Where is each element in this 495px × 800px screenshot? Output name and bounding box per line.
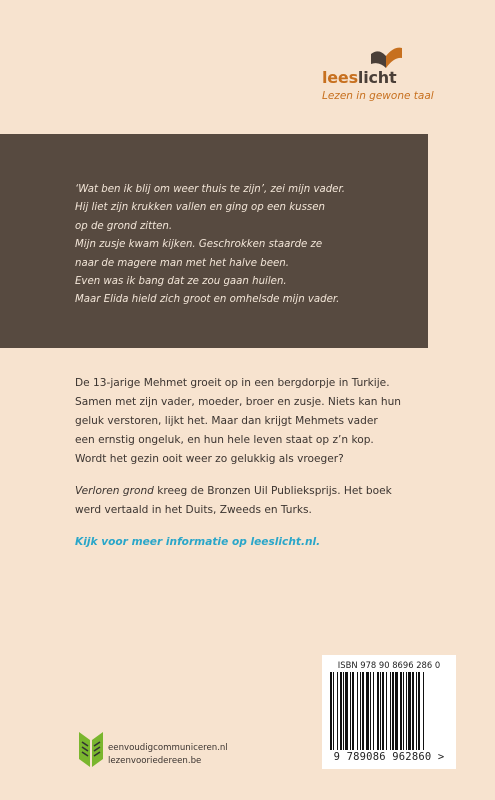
barcode-icon [330,672,448,752]
translation-line: werd vertaald in het Duits, Zweeds en Turks. [75,504,312,516]
leaf-book-icon [369,44,403,70]
quote-line: Even was ik bang dat ze zou gaan huilen. [75,276,287,288]
info-link[interactable]: Kijk voor meer informatie op leeslicht.nl. [75,536,321,548]
award-text: kreeg de Bronzen Uil Publieksprijs. Het boek [153,485,392,497]
barcode-digits: 9 789086 962860 > [333,751,445,763]
quote-line: naar de magere man met het halve been. [75,257,289,269]
blurb-line: geluk verstoren, lijkt het. Maar dan krijgt Mehmets vader [75,415,378,427]
logo-word-licht: licht [357,68,397,87]
award-line [75,482,475,501]
book-blurb [75,374,475,552]
publisher-link-1[interactable]: eenvoudigcommuniceren.nl [108,743,228,753]
quote-line: Hij liet zijn krukken vallen en ging op een kussen [75,202,325,214]
book-icon [78,728,104,768]
book-title: Verloren grond [75,485,154,497]
logo-wordmark [322,68,396,87]
leeslicht-logo [322,44,462,104]
quote-text [75,181,420,310]
blurb-line: De 13-jarige Mehmet groeit op in een bergdorpje in Turkije. [75,377,390,389]
quote-line: op de grond zitten. [75,220,173,232]
blurb-line: Samen met zijn vader, moeder, broer en zusje. Niets kan hun [75,396,402,408]
quote-line: ‘Wat ben ik blij om weer thuis te zijn’, zei mijn vader. [75,184,345,195]
blurb-line: Wordt het gezin ooit weer zo gelukkig als vroeger? [75,453,344,465]
blurb-line: een ernstig ongeluk, en hun hele leven staat op z’n kop. [75,434,374,446]
logo-tagline: Lezen in gewone taal [322,90,434,102]
quote-line: Mijn zusje kwam kijken. Geschrokken staarde ze [75,239,323,251]
logo-word-lees: lees [322,68,358,87]
publisher-links [108,742,228,768]
publisher-link-2[interactable]: lezenvooriedereen.be [108,756,202,766]
isbn-barcode [322,655,456,769]
publisher-block [78,728,278,772]
quote-panel [0,134,428,348]
isbn-label: ISBN 978 90 8696 286 0 [337,660,441,670]
quote-line: Maar Elida hield zich groot en omhelsde mijn vader. [75,294,340,306]
